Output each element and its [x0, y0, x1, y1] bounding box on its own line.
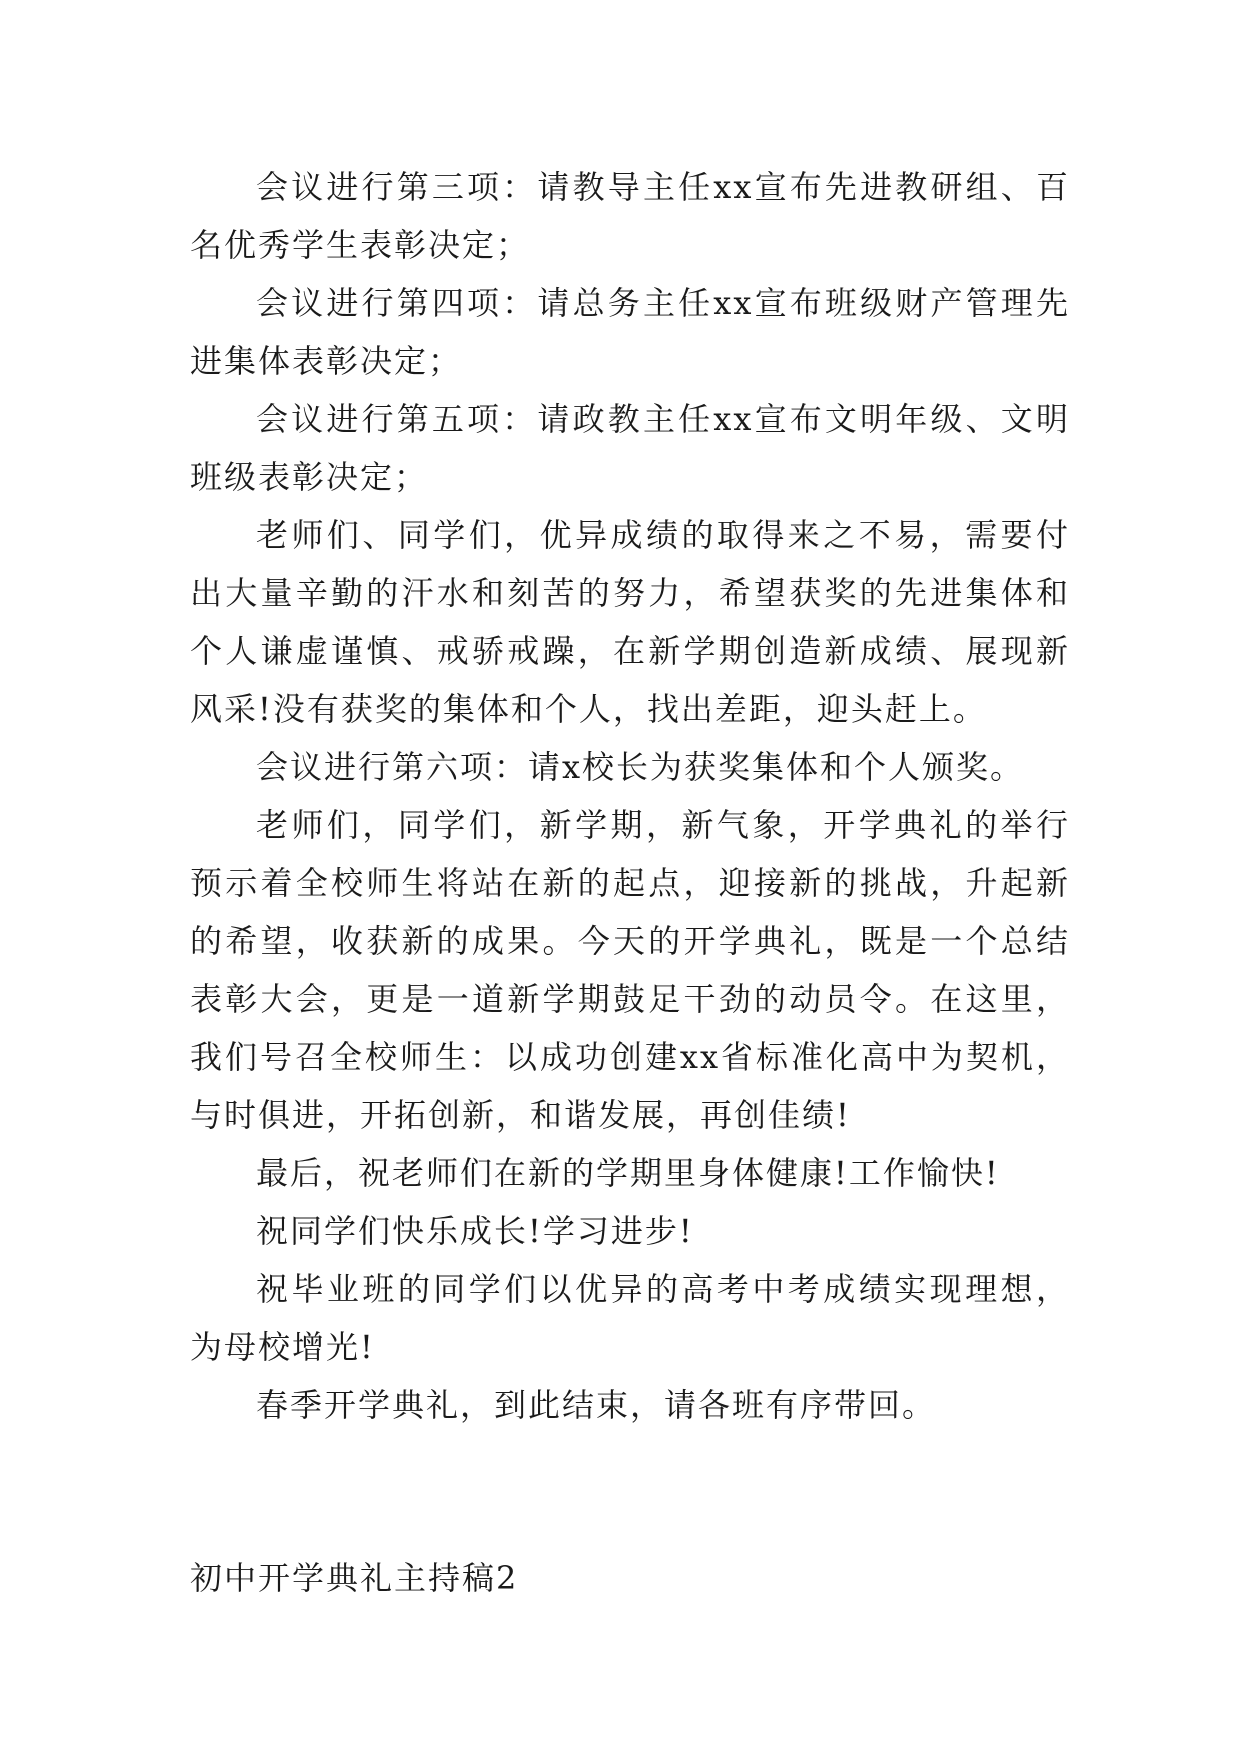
paragraph: 祝毕业班的同学们以优异的高考中考成绩实现理想，为母校增光! — [190, 1270, 1070, 1366]
paragraph: 春季开学典礼，到此结束，请各班有序带回。 — [256, 1386, 937, 1424]
paragraph: 最后，祝老师们在新的学期里身体健康!工作愉快! — [256, 1154, 1000, 1192]
paragraph: 会议进行第五项：请政教主任xx宣布文明年级、文明班级表彰决定； — [190, 400, 1070, 496]
section-heading: 初中开学典礼主持稿2 — [190, 1559, 519, 1597]
document-page — [190, 158, 1070, 1607]
paragraph: 祝同学们快乐成长!学习进步! — [256, 1212, 694, 1250]
paragraph: 老师们，同学们，新学期，新气象，开学典礼的举行预示着全校师生将站在新的起点，迎接新的挑战，升起新的希望，收获新的成果。今天的开学典礼，既是一个总结表彰大会，更是一道新学期鼓足干劲的动员令。在这里，我们号召全校师生：以成功创建xx省标准化高中为契机，与时俱进，开拓创新，和谐发展，再创佳绩! — [190, 806, 1070, 1134]
paragraph: 会议进行第三项：请教导主任xx宣布先进教研组、百名优秀学生表彰决定； — [190, 168, 1070, 264]
paragraph: 会议进行第四项：请总务主任xx宣布班级财产管理先进集体表彰决定； — [190, 284, 1070, 380]
paragraph: 老师们、同学们，优异成绩的取得来之不易，需要付出大量辛勤的汗水和刻苦的努力，希望获奖的先进集体和个人谦虚谨慎、戒骄戒躁，在新学期创造新成绩、展现新风采!没有获奖的集体和个人，找出差距，迎头赶上。 — [190, 516, 1070, 728]
paragraph: 会议进行第六项：请x校长为获奖集体和个人颁奖。 — [256, 748, 1025, 786]
